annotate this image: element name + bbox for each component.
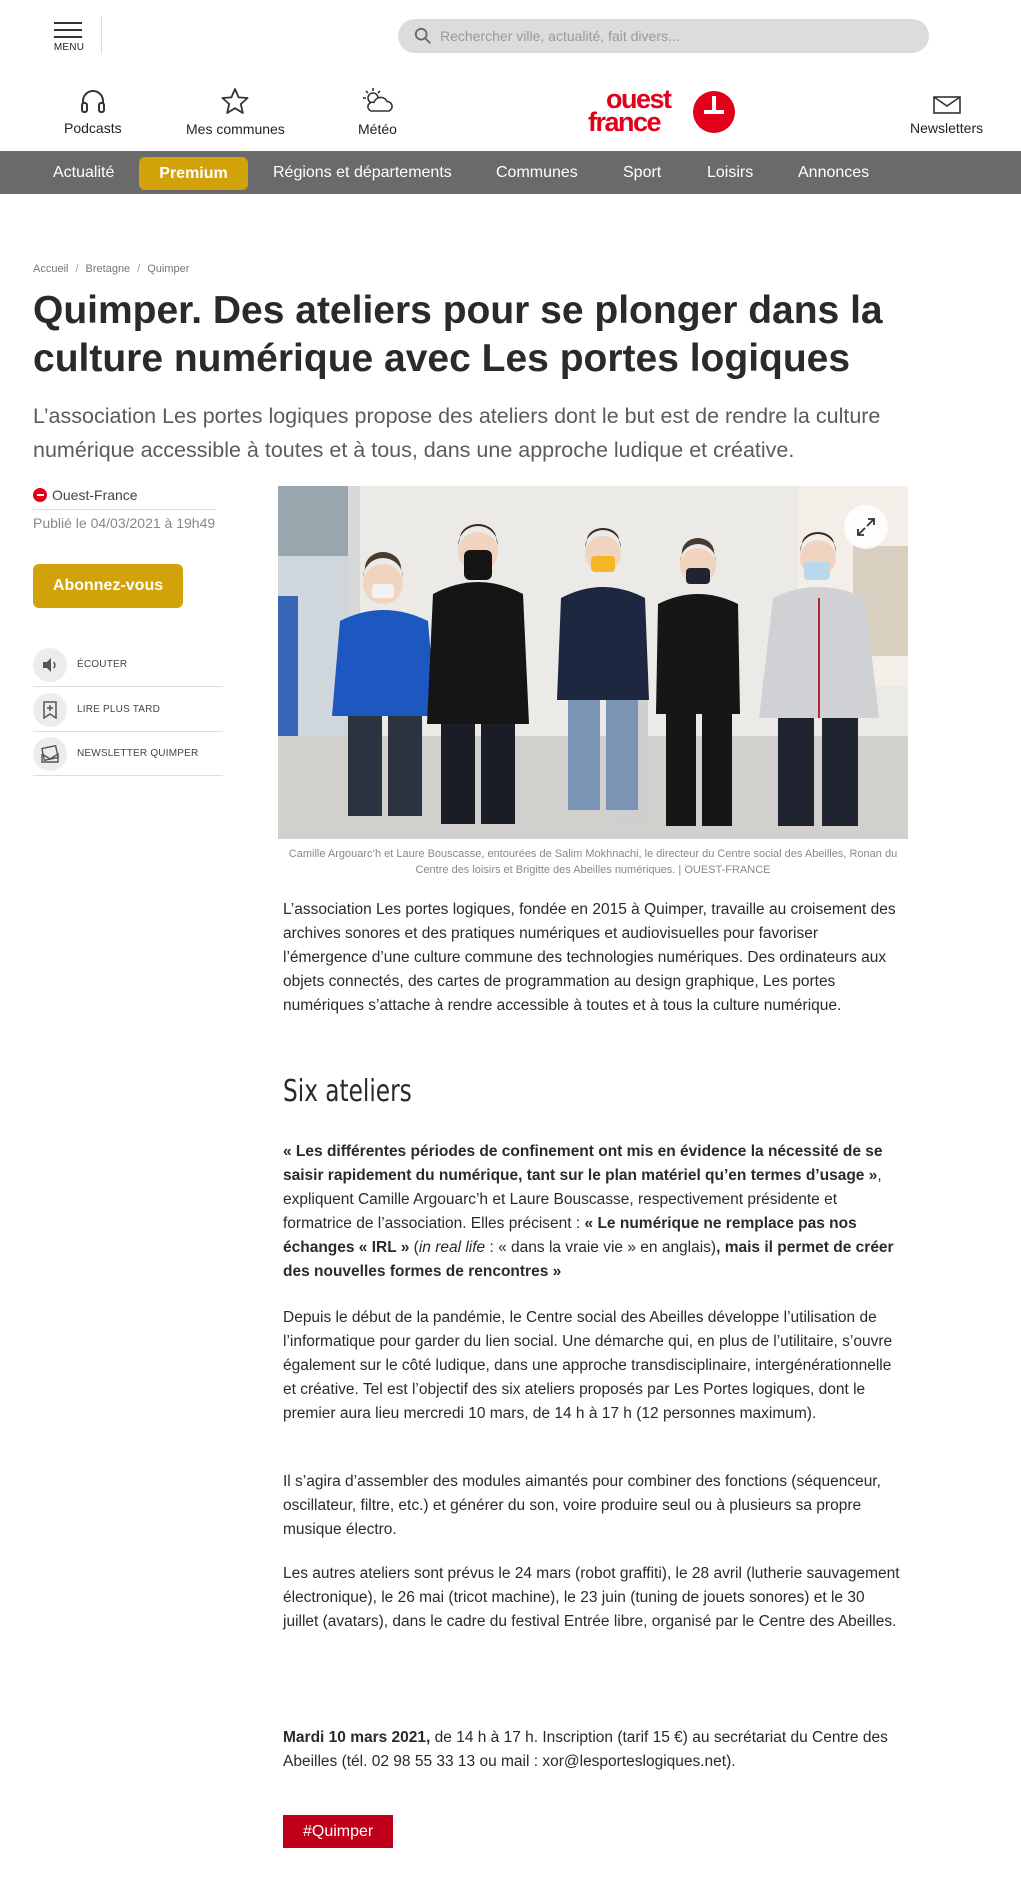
newsletter-quimper-label: NEWSLETTER QUIMPER	[77, 748, 199, 759]
article-title: Quimper. Des ateliers pour se plonger dans la culture numérique avec Les portes logiques	[33, 289, 883, 380]
quote-1: « Les différentes périodes de confinement ont mis en évidence la nécessité de se saisir rapidement du numérique, tant sur le plan matériel qu’en termes d’usage »	[283, 1143, 883, 1184]
expand-photo-button[interactable]	[844, 505, 888, 549]
speaker-icon	[33, 648, 67, 682]
weather-icon	[359, 87, 395, 115]
paragraph-pandemie: Depuis le début de la pandémie, le Centre social des Abeilles développe l’utilisation de l’informatique pour garder du lien social. Une démarche qui, en plus de l’utilitaire, s’ouvre également sur le côté ludique, dans une approche transdisciplinaire, intergénérationnelle et créative. Tel est l’objectif des six ateliers proposés par Les Portes logiques, dont le premier aura lieu mercredi 10 mars, de 14 h à 17 h (12 personnes maximum).	[283, 1309, 893, 1422]
podcasts-link[interactable]	[64, 88, 122, 136]
menu-label: MENU	[53, 42, 85, 53]
paragraph-intro: L’association Les portes logiques, fondée en 2015 à Quimper, travaille au croisement des archives sonores et des pratiques numériques et audiovisuelles pour favoriser l’émergence d’une culture commune des technologies numériques. Des ordinateurs aux objets connectés, des cartes de programmation au design graphique, Les portes numériques s’attache à rendre accessible à toutes et à tous la culture numérique.	[283, 901, 896, 1014]
logo-text-top: ouest	[606, 86, 671, 114]
headphones-icon	[79, 88, 107, 114]
mes-communes-link[interactable]	[186, 87, 285, 137]
paragraph-quote	[283, 1140, 903, 1284]
photo-caption: Camille Argouarc’h et Laure Bouscasse, entourées de Salim Mokhnachi, le directeur du Centre social des Abeilles, Ronan du Centre des loisirs et Brigitte des Abeilles numériques. | OUEST-FRANCE	[288, 848, 898, 876]
breadcrumb-quimper[interactable]: Quimper	[147, 263, 190, 275]
quote-2-paren-open: (	[413, 1239, 419, 1256]
nav-item-premium[interactable]: Premium	[139, 157, 248, 190]
envelope-icon	[933, 96, 961, 114]
expand-icon	[856, 517, 876, 537]
quote-2-part-1: « Le numérique ne remplace pas nos échanges « IRL »	[283, 1215, 857, 1256]
info-details: de 14 h à 17 h. Inscription (tarif 15 €) au secrétariat du Centre des Abeilles (tél. 02 98 55 33 13 ou mail : xor@lesporteslogiques.net).	[283, 1729, 888, 1770]
quote-2-part-2: , mais il permet de créer des nouvelles formes de rencontres »	[283, 1239, 894, 1280]
read-later-label: LIRE PLUS TARD	[77, 704, 161, 715]
nav-item-loisirs[interactable]: Loisirs	[707, 164, 754, 181]
info-date: Mardi 10 mars 2021,	[283, 1729, 431, 1746]
article-source	[33, 487, 216, 510]
newsletters-link[interactable]	[910, 96, 983, 136]
quote-2-paren-rest: : « dans la vraie vie » en anglais)	[485, 1239, 717, 1256]
podcasts-label: Podcasts	[64, 120, 122, 136]
article-photo[interactable]	[278, 486, 908, 839]
paragraph-modules: Il s’agira d’assembler des modules aimantés pour combiner des fonctions (séquenceur, oscillateur, filtre, etc.) et générer du son, voire produire seul ou à plusieurs sa propre musique électro.	[283, 1473, 881, 1538]
breadcrumb: Accueil / Bretagne / Quimper	[33, 263, 190, 275]
logo-text-bottom: france	[588, 107, 661, 136]
breadcrumb-accueil[interactable]: Accueil	[33, 263, 69, 275]
nav-item-actualite[interactable]: Actualité	[53, 164, 115, 181]
meteo-link[interactable]	[358, 87, 397, 137]
meteo-label: Météo	[358, 121, 397, 137]
listen-label: ÉCOUTER	[77, 659, 128, 670]
paragraph-info	[283, 1726, 903, 1774]
newsletter-quimper-button[interactable]	[33, 732, 223, 776]
subscribe-button[interactable]: Abonnez-vous	[33, 564, 183, 608]
nav-item-sport[interactable]: Sport	[623, 164, 662, 181]
ouest-france-logo[interactable]	[588, 86, 738, 136]
nav-item-annonces[interactable]: Annonces	[798, 164, 870, 181]
photo-illustration	[278, 486, 908, 839]
top-bar	[0, 0, 1021, 70]
listen-button[interactable]	[33, 643, 223, 687]
source-name: Ouest-France	[52, 487, 138, 503]
tag-quimper[interactable]: #Quimper	[283, 1815, 393, 1848]
newsletters-label: Newsletters	[910, 120, 984, 136]
bookmark-plus-icon	[33, 693, 67, 727]
nav-item-regions[interactable]: Régions et départements	[273, 164, 452, 181]
paragraph-ateliers: Les autres ateliers sont prévus le 24 mars (robot graffiti), le 28 avril (lutherie sauvagement électronique), le 26 mai (tricot machine), le 23 juin (tuning de jouets sonores) et le 30 juillet (avatars), dans le cadre du festival Entrée libre, organisé par le Centre des Abeilles.	[283, 1565, 900, 1630]
menu-button[interactable]	[52, 22, 86, 53]
publish-date: Publié le 04/03/2021 à 19h49	[33, 515, 216, 531]
read-later-button[interactable]	[33, 688, 223, 732]
mes-communes-label: Mes communes	[186, 121, 285, 137]
ouest-france-mini-logo-icon	[33, 488, 47, 502]
quote-2-italic: in real life	[418, 1239, 486, 1256]
star-icon	[220, 87, 250, 115]
search-input[interactable]	[440, 28, 900, 44]
nav-item-communes[interactable]: Communes	[496, 164, 578, 181]
article-lead: L’association Les portes logiques propose des ateliers dont le but est de rendre la culture numérique accessible à toutes et à tous, dans une approche ludique et créative.	[33, 404, 881, 462]
newsletter-icon	[33, 737, 67, 771]
breadcrumb-bretagne[interactable]: Bretagne	[85, 263, 131, 275]
main-nav	[0, 151, 1021, 194]
divider	[101, 16, 102, 54]
section-subtitle: Six ateliers	[283, 1074, 412, 1109]
search-icon	[414, 27, 432, 45]
quote-1-attribution: , expliquent Camille Argouarc’h et Laure Bouscasse, respectivement présidente et formatrice de l’association. Elles précisent :	[283, 1167, 882, 1232]
hamburger-icon	[52, 22, 86, 38]
logo-graphic	[588, 86, 738, 136]
search-bar[interactable]	[398, 19, 929, 53]
